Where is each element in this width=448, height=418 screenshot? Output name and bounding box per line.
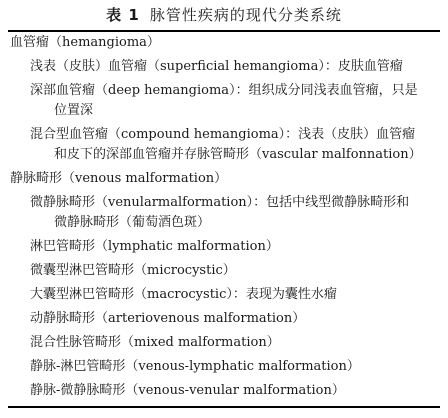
list-item-venous-malformation bbox=[10, 169, 440, 193]
list-item-text: 微静脉畸形（venularmalformation）：包括中线型微静脉畸形和 bbox=[30, 195, 410, 210]
top-rule bbox=[8, 30, 440, 32]
list-item-continuation: 微静脉畸形（葡萄酒色斑） bbox=[54, 215, 211, 230]
list-item-venular-malformation bbox=[10, 193, 440, 237]
list-item-text: 深部血管瘤（deep hemangioma）：组织成分同浅表血管瘤，只是 bbox=[30, 83, 418, 98]
list-item-text: 动静脉畸形（arteriovenous malformation） bbox=[30, 311, 306, 326]
bottom-rule bbox=[8, 406, 440, 408]
list-item-deep-hemangioma bbox=[10, 81, 440, 125]
list-item-venous-venular-malformation bbox=[10, 381, 440, 405]
list-item-superficial-hemangioma bbox=[10, 57, 440, 81]
table-caption bbox=[0, 4, 448, 25]
list-item-macrocystic bbox=[10, 285, 440, 309]
list-item-venous-lymphatic-malformation bbox=[10, 357, 440, 381]
list-item-text: 大囊型淋巴管畸形（macrocystic）：表现为囊性水瘤 bbox=[30, 287, 337, 302]
table-number: 表 1 bbox=[106, 6, 140, 24]
list-item-mixed-malformation bbox=[10, 333, 440, 357]
list-item-continuation: 和皮下的深部血管瘤并存脉管畸形（vascular malfonnation） bbox=[54, 147, 422, 162]
list-item-text: 静脉畸形（venous malformation） bbox=[10, 171, 228, 186]
list-item-arteriovenous-malformation bbox=[10, 309, 440, 333]
table-title: 脉管性疾病的现代分类系统 bbox=[149, 6, 342, 24]
list-item-compound-hemangioma bbox=[10, 125, 440, 169]
list-item-microcystic bbox=[10, 261, 440, 285]
list-item-text: 静脉-微静脉畸形（venous-venular malformation） bbox=[30, 383, 345, 398]
list-item-text: 微囊型淋巴管畸形（microcystic） bbox=[30, 263, 236, 278]
list-item-text: 静脉-淋巴管畸形（venous-lymphatic malformation） bbox=[30, 359, 360, 374]
list-item-continuation: 位置深 bbox=[54, 103, 94, 118]
list-item-text: 血管瘤（hemangioma） bbox=[10, 35, 160, 50]
list-item-text: 混合性脉管畸形（mixed malformation） bbox=[30, 335, 280, 350]
list-item-hemangioma bbox=[10, 33, 440, 57]
list-item-lymphatic-malformation bbox=[10, 237, 440, 261]
list-item-text: 淋巴管畸形（lymphatic malformation） bbox=[30, 239, 279, 254]
list-item-text: 浅表（皮肤）血管瘤（superficial hemangioma）：皮肤血管瘤 bbox=[30, 59, 403, 74]
list-item-text: 混合型血管瘤（compound hemangioma）：浅表（皮肤）血管瘤 bbox=[30, 127, 416, 142]
classification-list bbox=[10, 33, 440, 405]
